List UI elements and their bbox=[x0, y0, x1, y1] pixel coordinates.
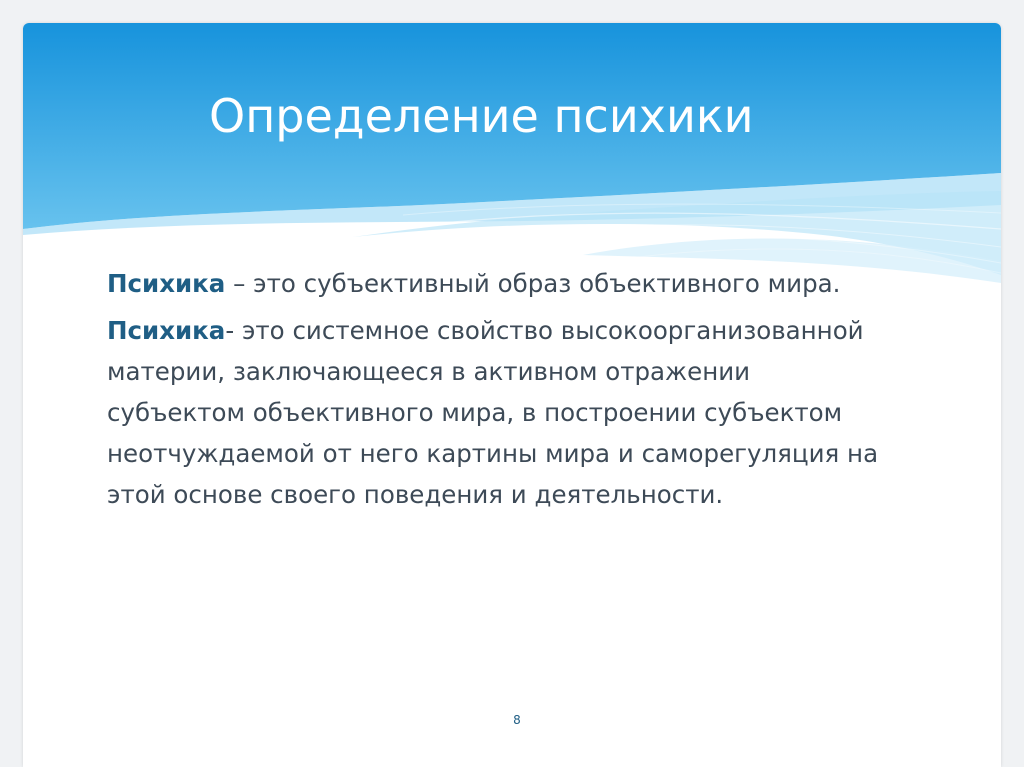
definition-term: Психика bbox=[107, 269, 226, 298]
slide bbox=[23, 23, 1001, 767]
definition-text: – это субъективный образ объективного мира. bbox=[225, 269, 841, 298]
page-number: 8 bbox=[513, 713, 521, 727]
slide-body bbox=[107, 263, 887, 521]
definition-term: Психика bbox=[107, 316, 226, 345]
slide-title: Определение психики bbox=[209, 89, 754, 143]
wave-header-background bbox=[23, 23, 1001, 283]
definition-paragraph-2 bbox=[107, 310, 887, 515]
definition-text: - это системное свойство высокоорганизованной материи, заключающееся в активном отражении субъектом объективного мира, в построении субъектом неотчуждаемой от него картины мира и саморегуляция на этой основе своего поведения и деятельности. bbox=[107, 316, 879, 509]
definition-paragraph-1 bbox=[107, 263, 887, 304]
